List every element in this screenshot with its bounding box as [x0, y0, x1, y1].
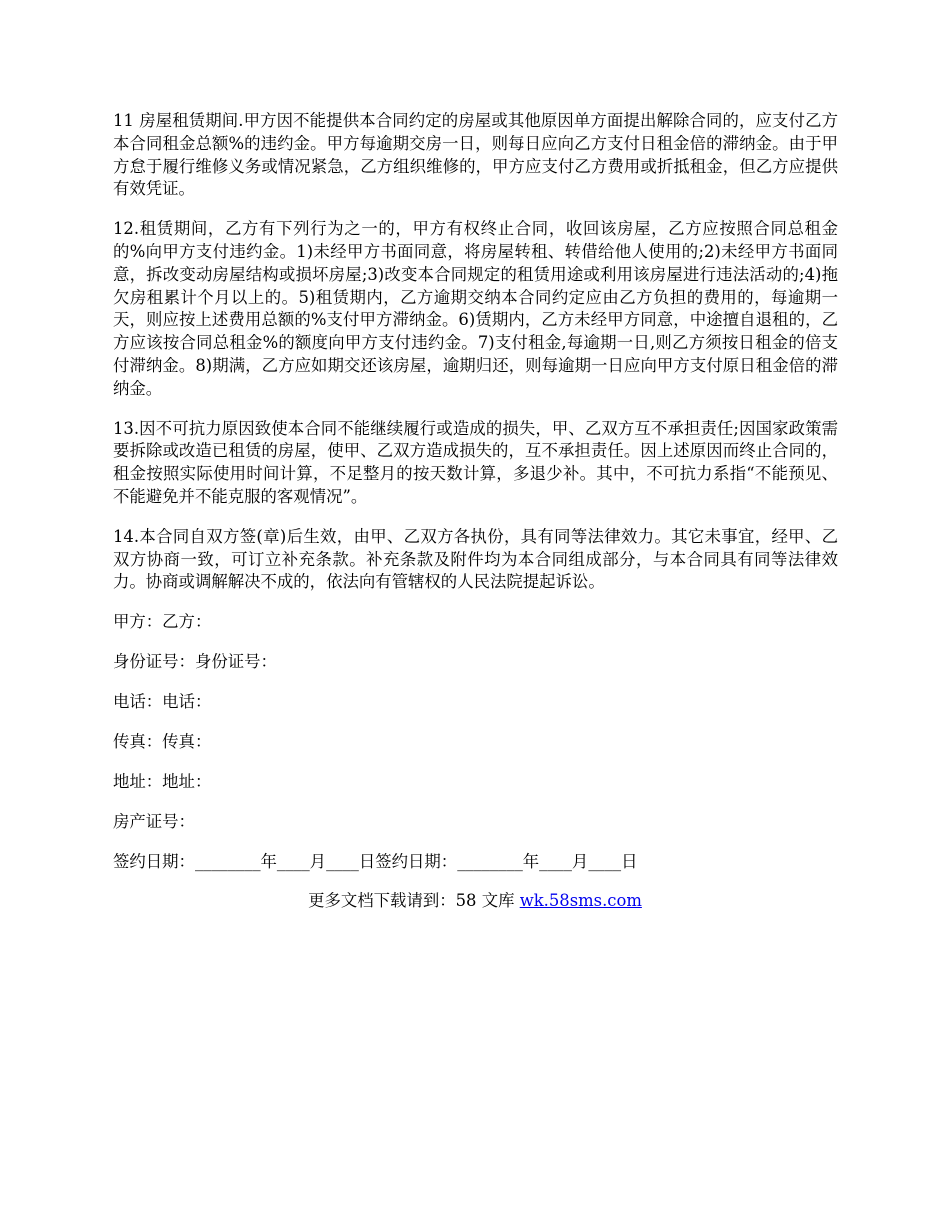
fax-line: 传真：传真： [113, 732, 212, 752]
footer [0, 890, 950, 912]
id-number-line: 身份证号：身份证号： [113, 652, 277, 672]
parties-line: 甲方：乙方： [113, 612, 212, 632]
phone-line: 电话：电话： [113, 692, 212, 712]
sign-date-line: 签约日期：________年____月____日签约日期：________年____月____日 [113, 852, 638, 872]
footer-text: 更多文档下载请到：58 文库 [308, 891, 520, 910]
contract-body [113, 110, 838, 891]
clause-14: 14.本合同自双方签(章)后生效，由甲、乙双方各执份，具有同等法律效力。其它未事宜，经甲、乙双方协商一致，可订立补充条款。补充条款及附件均为本合同组成部分，与本合同具有同等法律效力。协商或调解解决不成的，依法向有管辖权的人民法院提起诉讼。 [113, 526, 838, 592]
clause-12: 12.租赁期间，乙方有下列行为之一的，甲方有权终止合同，收回该房屋，乙方应按照合同总租金的%向甲方支付违约金。1)未经甲方书面同意，将房屋转租、转借给他人使用的;2)未经甲方书面同意，拆改变动房屋结构或损坏房屋;3)改变本合同规定的租赁用途或利用该房屋进行违法活动的;4)拖欠房租累计个月以上的。5)租赁期内，乙方逾期交纳本合同约定应由乙方负担的费用的，每逾期一天，则应按上述费用总额的%支付甲方滞纳金。6)赁期内，乙方未经甲方同意，中途擅自退租的，乙方应该按合同总租金%的额度向甲方支付违约金。7)支付租金,每逾期一日,则乙方须按日租金的倍支付滞纳金。8)期满，乙方应如期交还该房屋，逾期归还，则每逾期一日应向甲方支付原日租金倍的滞纳金。 [113, 219, 838, 398]
clause-13: 13.因不可抗力原因致使本合同不能继续履行或造成的损失，甲、乙双方互不承担责任;因国家政策需要拆除或改造已租赁的房屋，使甲、乙双方造成损失的，互不承担责任。因上述原因而终止合同的，租金按照实际使用时间计算，不足整月的按天数计算，多退少补。其中，不可抗力系指“不能预见、不能避免并不能克服的客观情况”。 [113, 418, 838, 506]
address-line: 地址：地址： [113, 772, 212, 792]
clause-11: 11 房屋租赁期间.甲方因不能提供本合同约定的房屋或其他原因单方面提出解除合同的，应支付乙方本合同租金总额%的违约金。甲方每逾期交房一日，则每日应向乙方支付日租金倍的滞纳金。由于甲方怠于履行维修义务或情况紧急，乙方组织维修的，甲方应支付乙方费用或折抵租金，但乙方应提供有效凭证。 [113, 111, 838, 199]
property-cert-line: 房产证号： [113, 812, 195, 832]
footer-link[interactable]: wk.58sms.com [519, 891, 642, 910]
